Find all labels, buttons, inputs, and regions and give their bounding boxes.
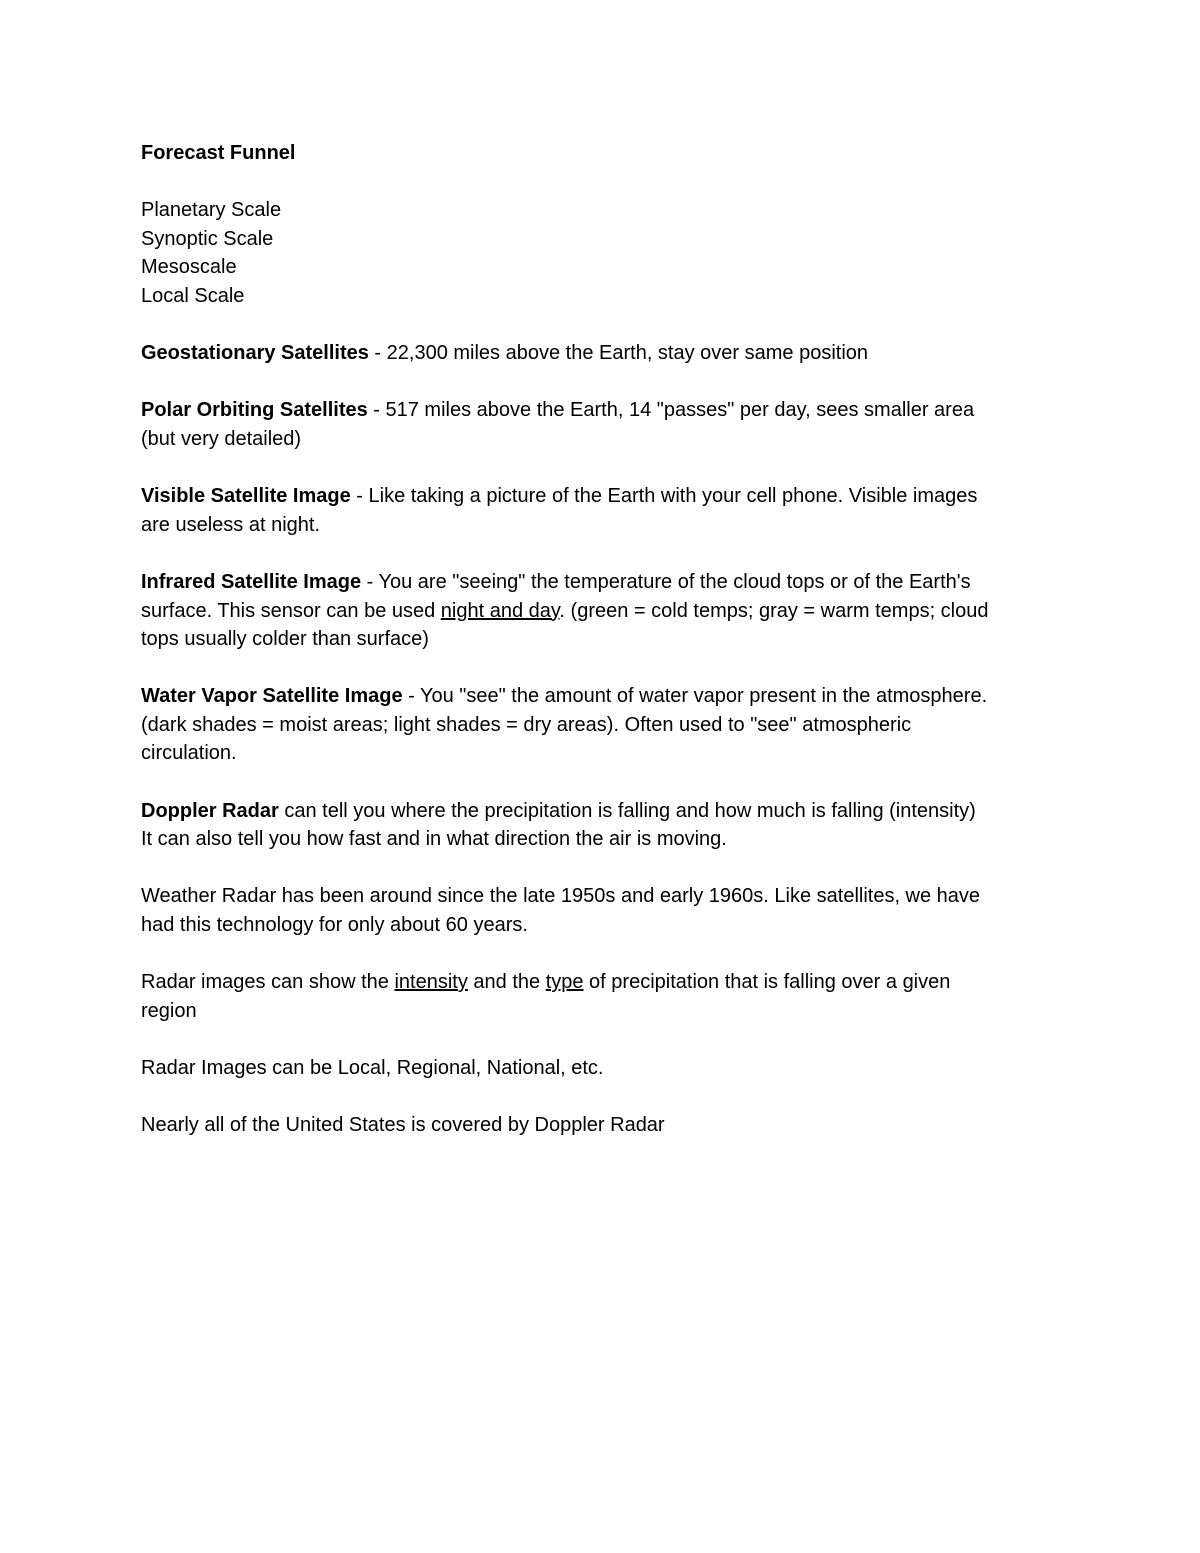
- spacer: [141, 311, 1071, 340]
- term-geostationary: Geostationary Satellites: [141, 342, 369, 365]
- paragraph-radar-images: [141, 968, 1071, 1025]
- paragraph-infrared-image: [141, 568, 1071, 654]
- visible-text-line2: are useless at night.: [141, 513, 320, 536]
- term-water-vapor-image: Water Vapor Satellite Image: [141, 685, 403, 708]
- spacer: [141, 368, 1071, 397]
- spacer: [141, 854, 1071, 883]
- water-vapor-text-line2: (dark shades = moist areas; light shades = dry areas). Often used to "see" atmospheric: [141, 713, 912, 736]
- paragraph-polar-orbiting: [141, 396, 1071, 453]
- spacer: [141, 539, 1071, 568]
- radar-images-line2: region: [141, 999, 197, 1022]
- infrared-text-line1: - You are "seeing" the temperature of the cloud tops or of the Earth's: [361, 570, 971, 593]
- scale-item-local: Local Scale: [141, 284, 245, 307]
- visible-text-line1: - Like taking a picture of the Earth with your cell phone. Visible images: [350, 485, 978, 508]
- water-vapor-text-line1: - You "see" the amount of water vapor present in the atmosphere.: [402, 685, 988, 708]
- doppler-text-line2: It can also tell you how fast and in what direction the air is moving.: [141, 828, 727, 851]
- paragraph-water-vapor-image: [141, 682, 1071, 768]
- spacer: [141, 940, 1071, 969]
- infrared-text-line2-post: . (green = cold temps; gray = warm temps; cloud: [559, 599, 989, 622]
- spacer: [141, 1025, 1071, 1054]
- underlined-intensity: intensity: [394, 971, 468, 994]
- scale-item-planetary: Planetary Scale: [141, 199, 282, 222]
- radar-images-post: of precipitation that is falling over a given: [583, 971, 951, 994]
- document-page: [141, 139, 1071, 1140]
- term-infrared-image: Infrared Satellite Image: [141, 570, 362, 593]
- spacer: [141, 654, 1071, 683]
- history-text-line2: had this technology for only about 60 years.: [141, 914, 528, 937]
- polar-text-line1: - 517 miles above the Earth, 14 "passes" per day, sees smaller area: [367, 399, 975, 422]
- spacer: [141, 454, 1071, 483]
- term-visible-image: Visible Satellite Image: [141, 485, 351, 508]
- infrared-text-line3: tops usually colder than surface): [141, 628, 429, 651]
- spacer: [141, 1083, 1071, 1112]
- infrared-text-line2-pre: surface. This sensor can be used: [141, 599, 441, 622]
- polar-text-line2: (but very detailed): [141, 427, 302, 450]
- document-title: Forecast Funnel: [141, 142, 296, 164]
- paragraph-visible-image: [141, 482, 1071, 539]
- underlined-night-and-day: night and day: [440, 599, 560, 622]
- doppler-text-line1: can tell you where the precipitation is falling and how much is falling (intensity): [278, 799, 976, 822]
- paragraph-doppler-radar: [141, 797, 1071, 854]
- paragraph-geostationary: [141, 339, 1071, 368]
- scale-item-mesoscale: Mesoscale: [141, 256, 237, 279]
- radar-images-pre: Radar images can show the: [141, 971, 395, 994]
- water-vapor-text-line3: circulation.: [141, 742, 237, 765]
- history-text-line1: Weather Radar has been around since the late 1950s and early 1960s. Like satellites, we have: [141, 885, 981, 908]
- scale-item-synoptic: Synoptic Scale: [141, 227, 274, 250]
- spacer: [141, 768, 1071, 797]
- paragraph-coverage: Nearly all of the United States is covered by Doppler Radar: [141, 1114, 665, 1137]
- term-doppler-radar: Doppler Radar: [141, 799, 279, 822]
- radar-images-mid: and the: [467, 971, 546, 994]
- term-polar-orbiting: Polar Orbiting Satellites: [141, 399, 368, 422]
- paragraph-radar-scope: Radar Images can be Local, Regional, National, etc.: [141, 1057, 604, 1079]
- paragraph-radar-history: [141, 882, 1071, 939]
- underlined-type: type: [545, 971, 584, 994]
- spacer: [141, 168, 1071, 197]
- geostationary-text: - 22,300 miles above the Earth, stay over same position: [368, 342, 869, 365]
